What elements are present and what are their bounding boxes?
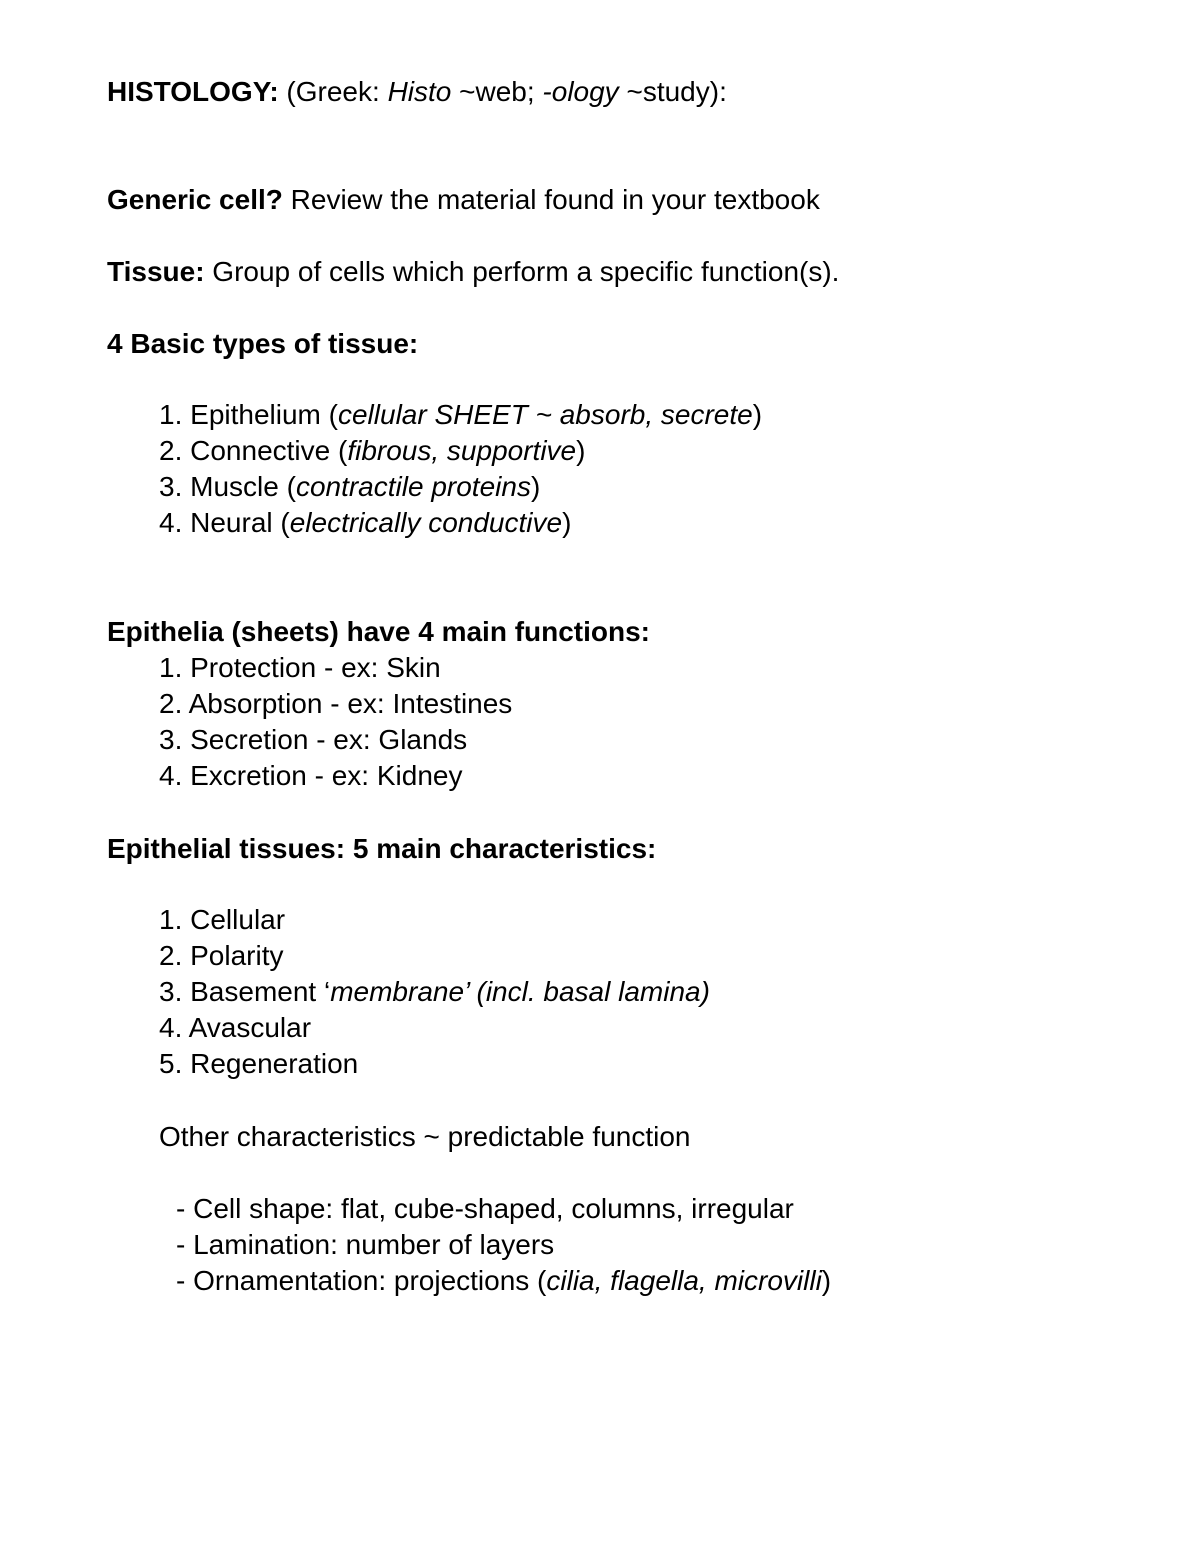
list-item: - Lamination: number of layers — [176, 1229, 555, 1260]
item-number: 4. — [159, 507, 191, 538]
list-item — [176, 1267, 831, 1295]
item-number: 3. — [159, 471, 191, 502]
histology-greek-open: (Greek: — [278, 76, 388, 107]
generic-cell-label: Generic cell? — [107, 184, 283, 215]
basement-italic: membrane’ (incl. basal lamina) — [330, 976, 710, 1007]
histology-term: HISTOLOGY: — [107, 76, 279, 107]
list-item: 2. Absorption - ex: Intestines — [159, 688, 513, 719]
item-name: Muscle ( — [190, 471, 296, 502]
histology-line — [107, 78, 727, 106]
histology-ology: -ology — [542, 76, 619, 107]
list-item — [159, 437, 585, 465]
item-description: contractile proteins — [295, 471, 531, 502]
list-item: 1. Cellular — [159, 904, 286, 935]
tissue-line — [107, 258, 839, 286]
histology-histo: Histo — [387, 76, 452, 107]
functions-heading: Epithelia (sheets) have 4 main functions: — [107, 616, 651, 647]
list-item: 3. Secretion - ex: Glands — [159, 724, 468, 755]
ornamentation-examples: cilia, flagella, microvilli — [546, 1265, 822, 1296]
generic-cell-line — [107, 186, 820, 214]
item-name: Connective ( — [190, 435, 348, 466]
list-item — [159, 978, 710, 1006]
tissue-label: Tissue: — [107, 256, 205, 287]
tissue-text: Group of cells which perform a specific function(s). — [204, 256, 840, 287]
list-item: 5. Regeneration — [159, 1048, 359, 1079]
ornamentation-prefix: - Ornamentation: projections ( — [176, 1265, 547, 1296]
histology-web: ~web; — [451, 76, 543, 107]
list-item: - Cell shape: flat, cube-shaped, columns, irregular — [176, 1193, 794, 1224]
list-item: 4. Avascular — [159, 1012, 312, 1043]
list-item — [159, 509, 571, 537]
item-close: ) — [530, 471, 541, 502]
basic-types-heading: 4 Basic types of tissue: — [107, 328, 419, 359]
ornamentation-suffix: ) — [821, 1265, 832, 1296]
item-description: fibrous, supportive — [347, 435, 577, 466]
item-close: ) — [562, 507, 572, 538]
item-name: Epithelium ( — [190, 399, 338, 430]
item-name: Neural ( — [190, 507, 290, 538]
item-description: electrically conductive — [289, 507, 563, 538]
item-close: ) — [752, 399, 763, 430]
list-item: 1. Protection - ex: Skin — [159, 652, 441, 683]
other-characteristics-intro: Other characteristics ~ predictable function — [159, 1121, 691, 1152]
basement-label: 3. Basement ‘ — [159, 976, 331, 1007]
characteristics-heading: Epithelial tissues: 5 main characteristics: — [107, 833, 657, 864]
item-number: 2. — [159, 435, 191, 466]
list-item — [159, 473, 540, 501]
generic-cell-text: Review the material found in your textbook — [282, 184, 820, 215]
item-number: 1. — [159, 399, 191, 430]
list-item: 2. Polarity — [159, 940, 284, 971]
list-item: 4. Excretion - ex: Kidney — [159, 760, 463, 791]
histology-study: ~study): — [618, 76, 727, 107]
item-description: cellular SHEET ~ absorb, secrete — [337, 399, 753, 430]
list-item — [159, 401, 762, 429]
item-close: ) — [576, 435, 586, 466]
